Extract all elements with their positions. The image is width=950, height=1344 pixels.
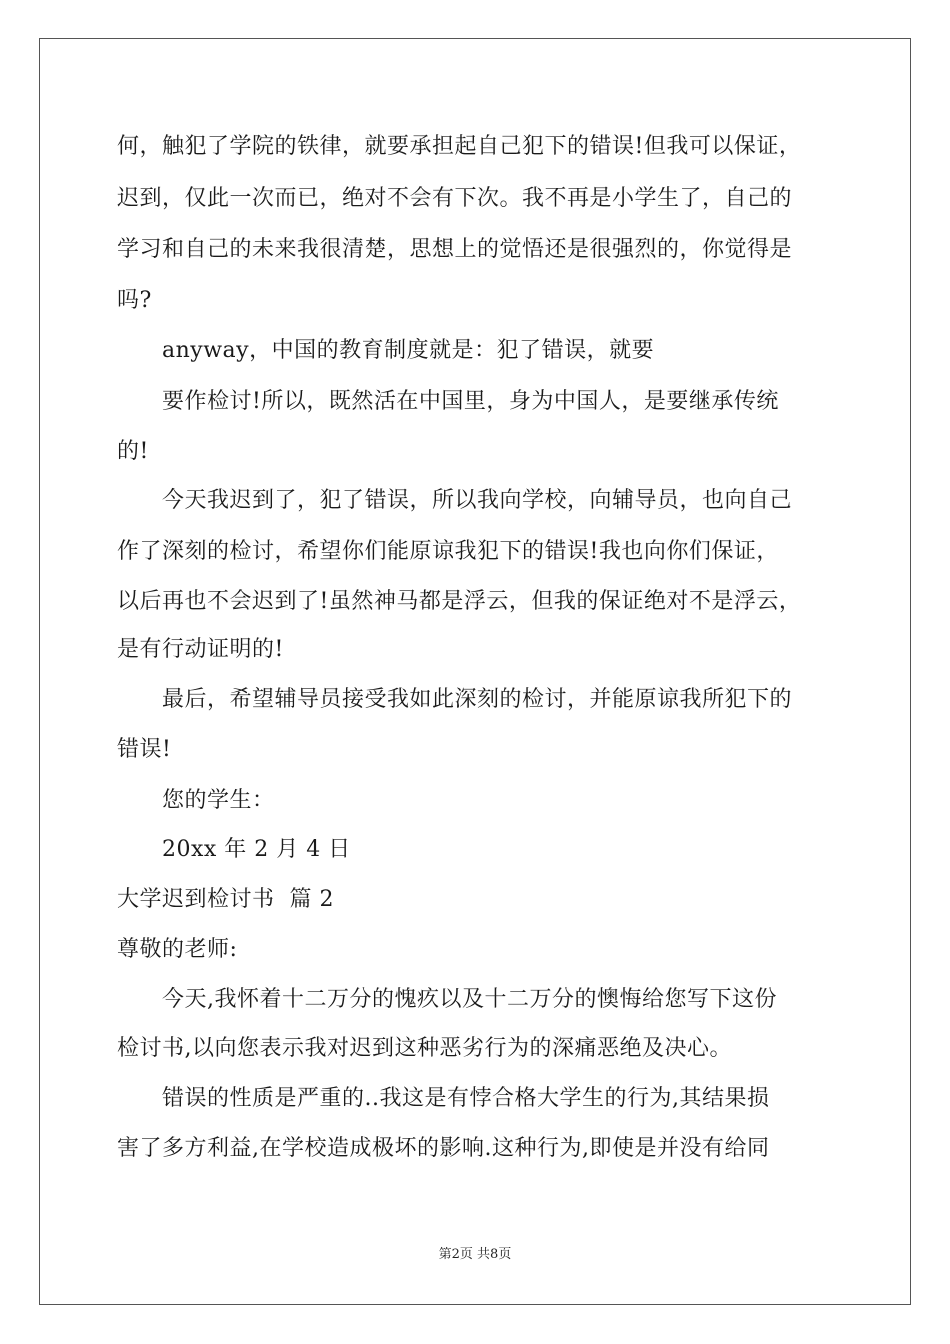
text-line: 以后再也不会迟到了!虽然神马都是浮云，但我的保证绝对不是浮云， — [117, 589, 802, 614]
text-line: anyway，中国的教育制度就是：犯了错误，就要 — [162, 338, 655, 363]
text-line: 要作检讨!所以，既然活在中国里，身为中国人，是要继承传统 — [162, 389, 779, 414]
text-line: 检讨书,以向您表示我对迟到这种恶劣行为的深痛恶绝及决心。 — [117, 1036, 732, 1061]
text-line: 今天,我怀着十二万分的愧疚以及十二万分的懊悔给您写下这份 — [162, 987, 777, 1012]
date-line: 20xx 年 2 月 4 日 — [162, 837, 351, 862]
page-number-footer: 第2页 共8页 — [438, 1247, 512, 1262]
text-line: 学习和自己的未来我很清楚，思想上的觉悟还是很强烈的，你觉得是 — [117, 237, 793, 262]
salutation: 尊敬的老师: — [117, 937, 238, 962]
text-line: 害了多方利益,在学校造成极坏的影响.这种行为,即使是并没有给同 — [117, 1136, 770, 1161]
text-line: 最后，希望辅导员接受我如此深刻的检讨，并能原谅我所犯下的 — [162, 687, 793, 712]
text-line: 的! — [117, 439, 149, 464]
text-line: 今天我迟到了，犯了错误，所以我向学校，向辅导员，也向自己 — [162, 488, 793, 513]
text-line: 吗? — [117, 288, 152, 313]
text-line: 何，触犯了学院的铁律，就要承担起自己犯下的错误!但我可以保证， — [117, 134, 802, 159]
text-line: 错误的性质是严重的..我这是有悖合格大学生的行为,其结果损 — [162, 1086, 770, 1111]
text-line: 错误! — [117, 737, 172, 762]
text-line: 作了深刻的检讨，希望你们能原谅我犯下的错误!我也向你们保证， — [117, 539, 779, 564]
text-line: 是有行动证明的! — [117, 637, 284, 662]
text-line: 迟到，仅此一次而已，绝对不会有下次。我不再是小学生了，自己的 — [117, 186, 793, 211]
section-title: 大学迟到检讨书 篇 2 — [117, 887, 334, 912]
page-border — [39, 38, 911, 1305]
signature-label: 您的学生： — [162, 788, 275, 813]
